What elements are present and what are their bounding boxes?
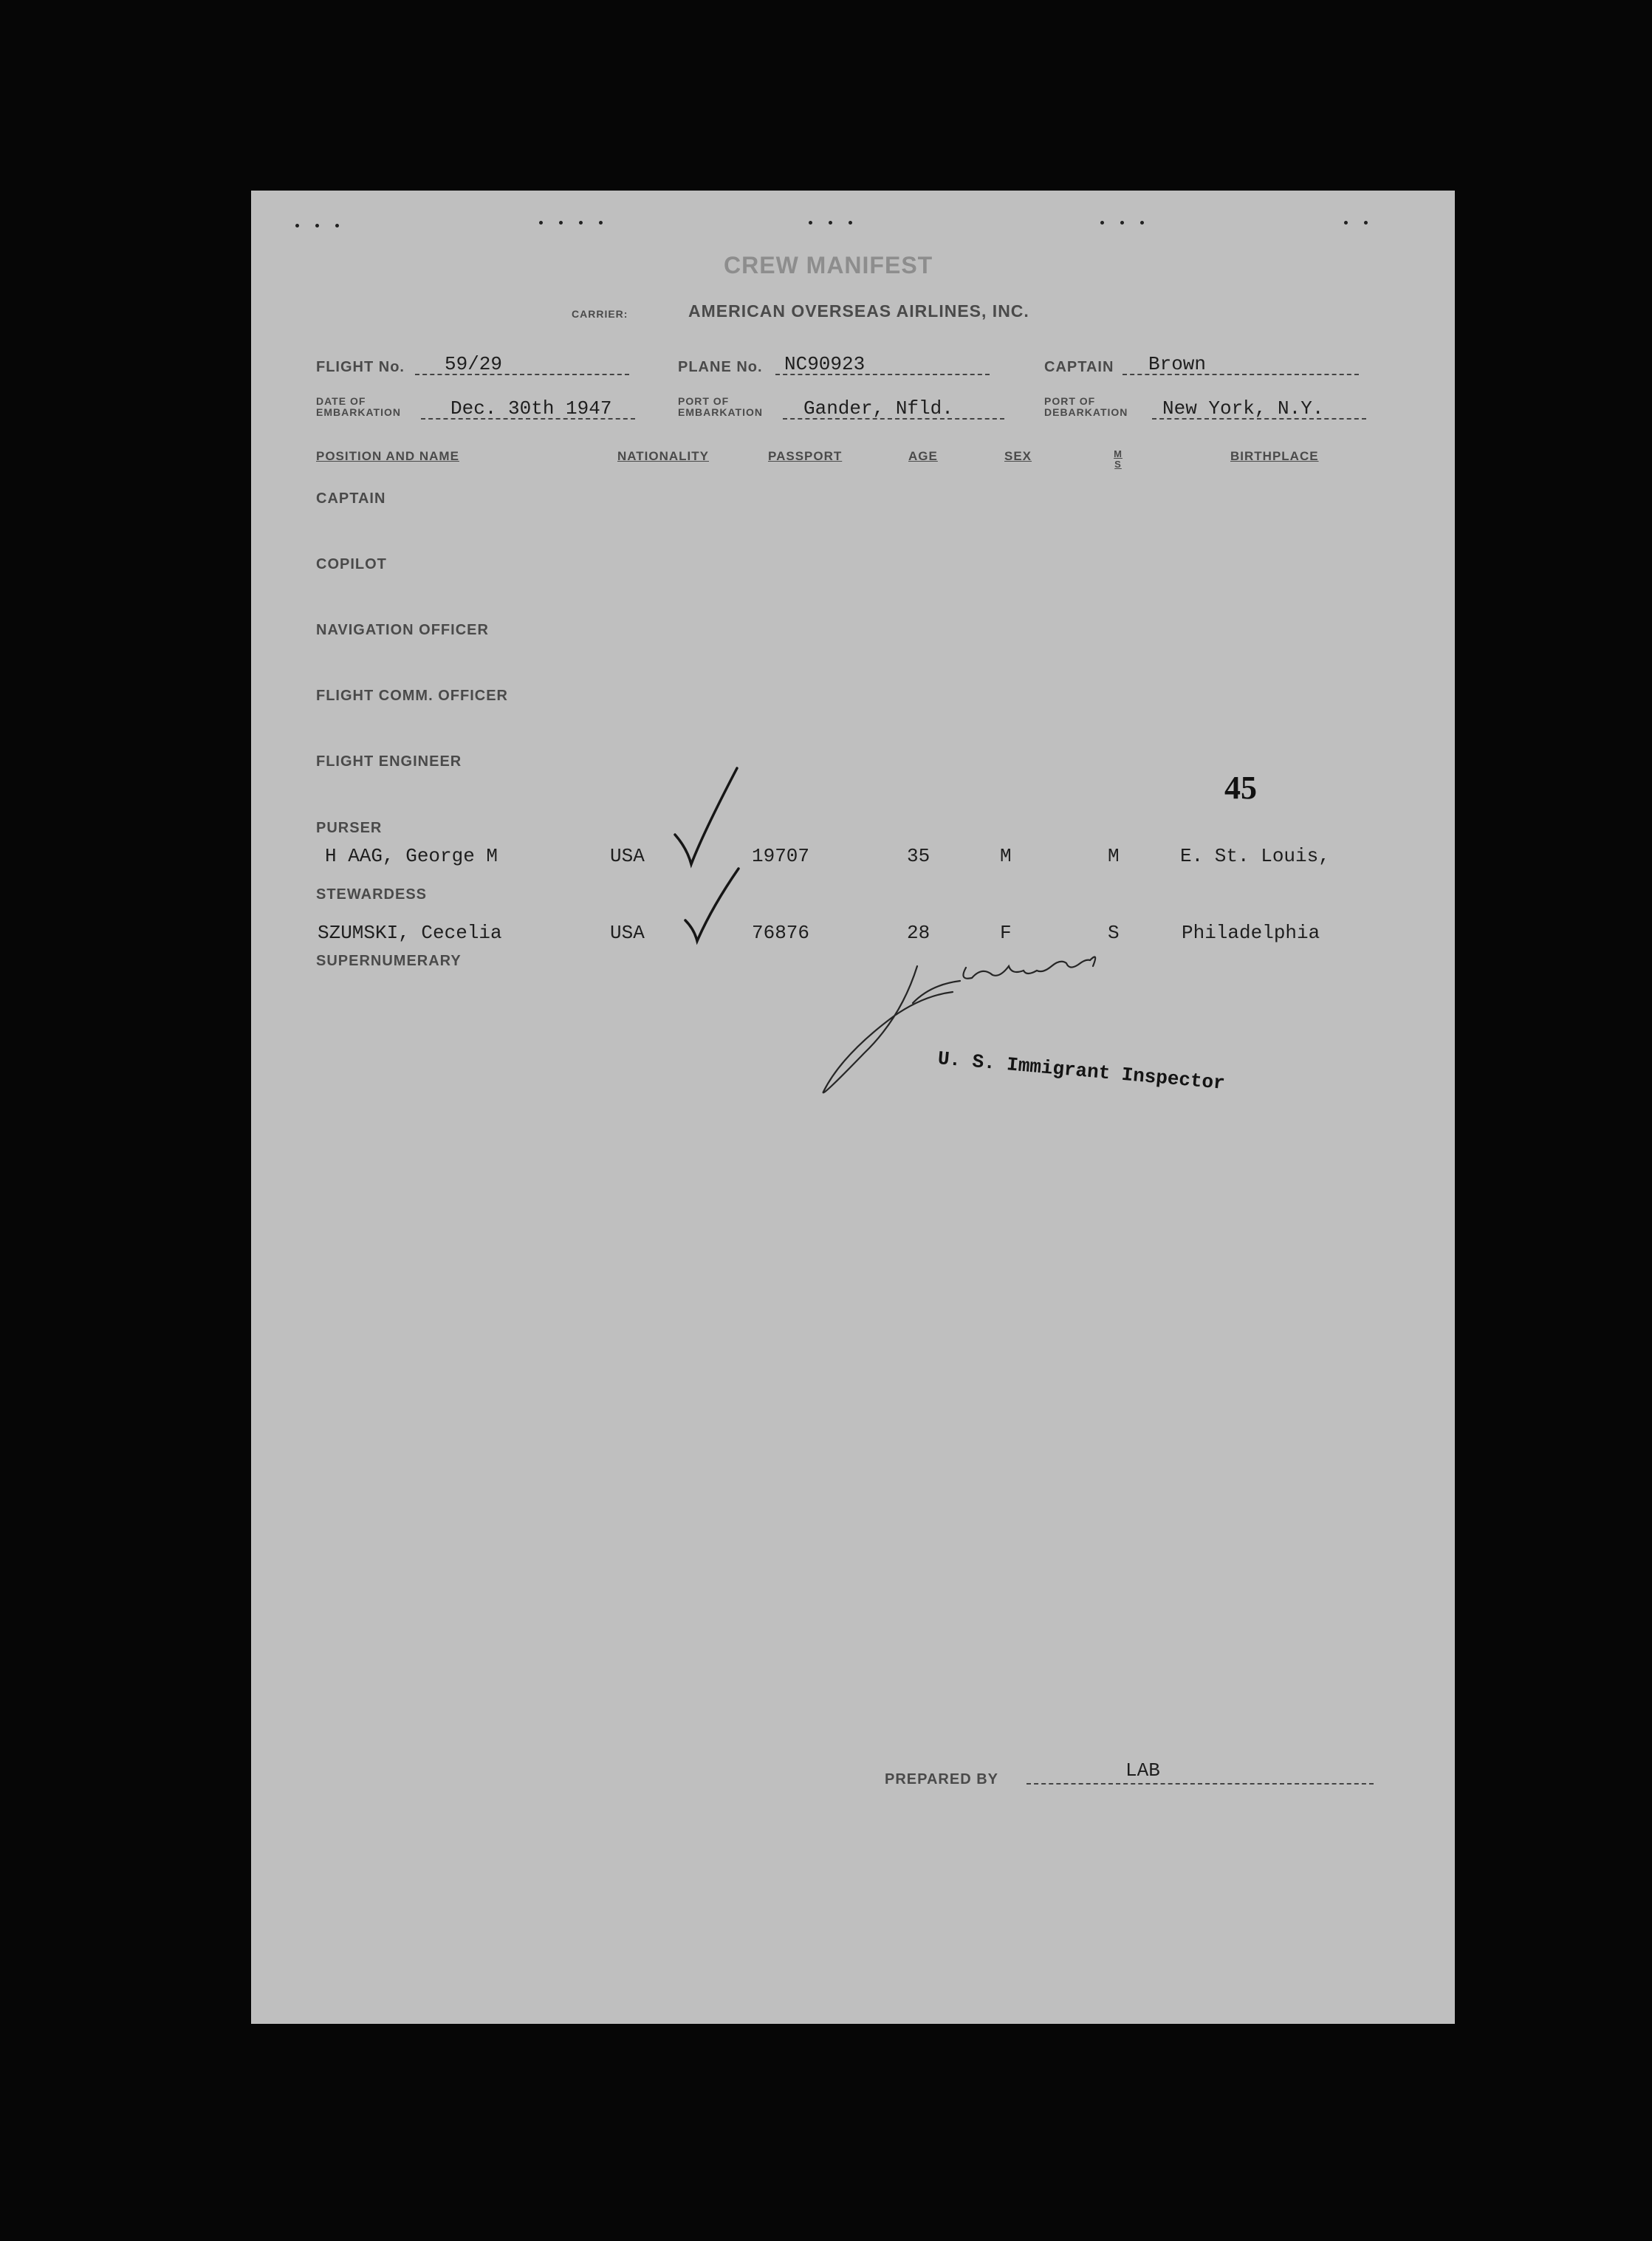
- crew-sex: M: [1000, 845, 1012, 867]
- ink-overlay: [251, 191, 1455, 2024]
- plane-label: PLANE No.: [678, 359, 763, 375]
- crew-age: 35: [907, 845, 930, 867]
- port-emb-value: Gander, Nfld.: [803, 397, 953, 420]
- role-copilot: COPILOT: [316, 556, 387, 572]
- plane-value: NC90923: [784, 353, 866, 375]
- role-flight-engineer: FLIGHT ENGINEER: [316, 753, 462, 770]
- role-captain: CAPTAIN: [316, 490, 386, 507]
- date-label-2: EMBARKATION: [316, 406, 401, 418]
- role-comm-officer: FLIGHT COMM. OFFICER: [316, 688, 508, 704]
- captain-label: CAPTAIN: [1044, 359, 1114, 375]
- immigrant-inspector-stamp: U. S. Immigrant Inspector: [936, 1047, 1226, 1095]
- crew-birthplace: Philadelphia: [1182, 922, 1320, 944]
- crew-nationality: USA: [610, 922, 645, 944]
- prepared-by-label: PREPARED BY: [885, 1771, 998, 1787]
- crew-name: H AAG, George M: [325, 845, 498, 867]
- column-header-age: AGE: [908, 449, 938, 463]
- crew-sex: F: [1000, 922, 1012, 944]
- flight-label: FLIGHT No.: [316, 359, 405, 375]
- column-header-passport: PASSPORT: [768, 449, 843, 463]
- date-value: Dec. 30th 1947: [450, 397, 612, 420]
- crew-marital: M: [1108, 845, 1120, 867]
- column-header-birthplace: BIRTHPLACE: [1230, 449, 1319, 463]
- crew-nationality: USA: [610, 845, 645, 867]
- crew-passport: 19707: [752, 845, 810, 867]
- annotation-number: 45: [1224, 770, 1257, 806]
- crew-birthplace: E. St. Louis,: [1180, 845, 1330, 867]
- port-emb-label-2: EMBARKATION: [678, 406, 763, 418]
- role-navigation-officer: NAVIGATION OFFICER: [316, 622, 489, 638]
- carrier-label: CARRIER:: [572, 308, 628, 320]
- crew-name: SZUMSKI, Cecelia: [318, 922, 502, 944]
- captain-value: Brown: [1148, 353, 1207, 375]
- crew-marital: S: [1108, 922, 1120, 944]
- crew-age: 28: [907, 922, 930, 944]
- manifest-title: CREW MANIFEST: [724, 252, 933, 278]
- port-deb-label-1: PORT OF: [1044, 395, 1096, 407]
- column-header-sex: SEX: [1004, 449, 1032, 463]
- column-header-position: POSITION AND NAME: [316, 449, 459, 463]
- check-mark-icon: [685, 869, 738, 941]
- flight-value: 59/29: [445, 353, 503, 375]
- check-mark-icon: [675, 768, 737, 864]
- date-label-1: DATE OF: [316, 395, 366, 407]
- role-stewardess: STEWARDESS: [316, 886, 428, 903]
- port-deb-label-2: DEBARKATION: [1044, 406, 1128, 418]
- role-purser: PURSER: [316, 820, 383, 836]
- port-deb-value: New York, N.Y.: [1162, 397, 1324, 420]
- manifest-page: [251, 191, 1455, 2024]
- prepared-by-value: LAB: [1125, 1759, 1160, 1782]
- port-emb-label-1: PORT OF: [678, 395, 730, 407]
- carrier-name: AMERICAN OVERSEAS AIRLINES, INC.: [688, 301, 1029, 321]
- prepared-by-line: [1026, 1783, 1374, 1785]
- role-supernumerary: SUPERNUMERARY: [316, 953, 462, 969]
- crew-passport: 76876: [752, 922, 810, 944]
- column-header-nationality: NATIONALITY: [617, 449, 710, 463]
- column-header-marital: M S: [1114, 448, 1123, 470]
